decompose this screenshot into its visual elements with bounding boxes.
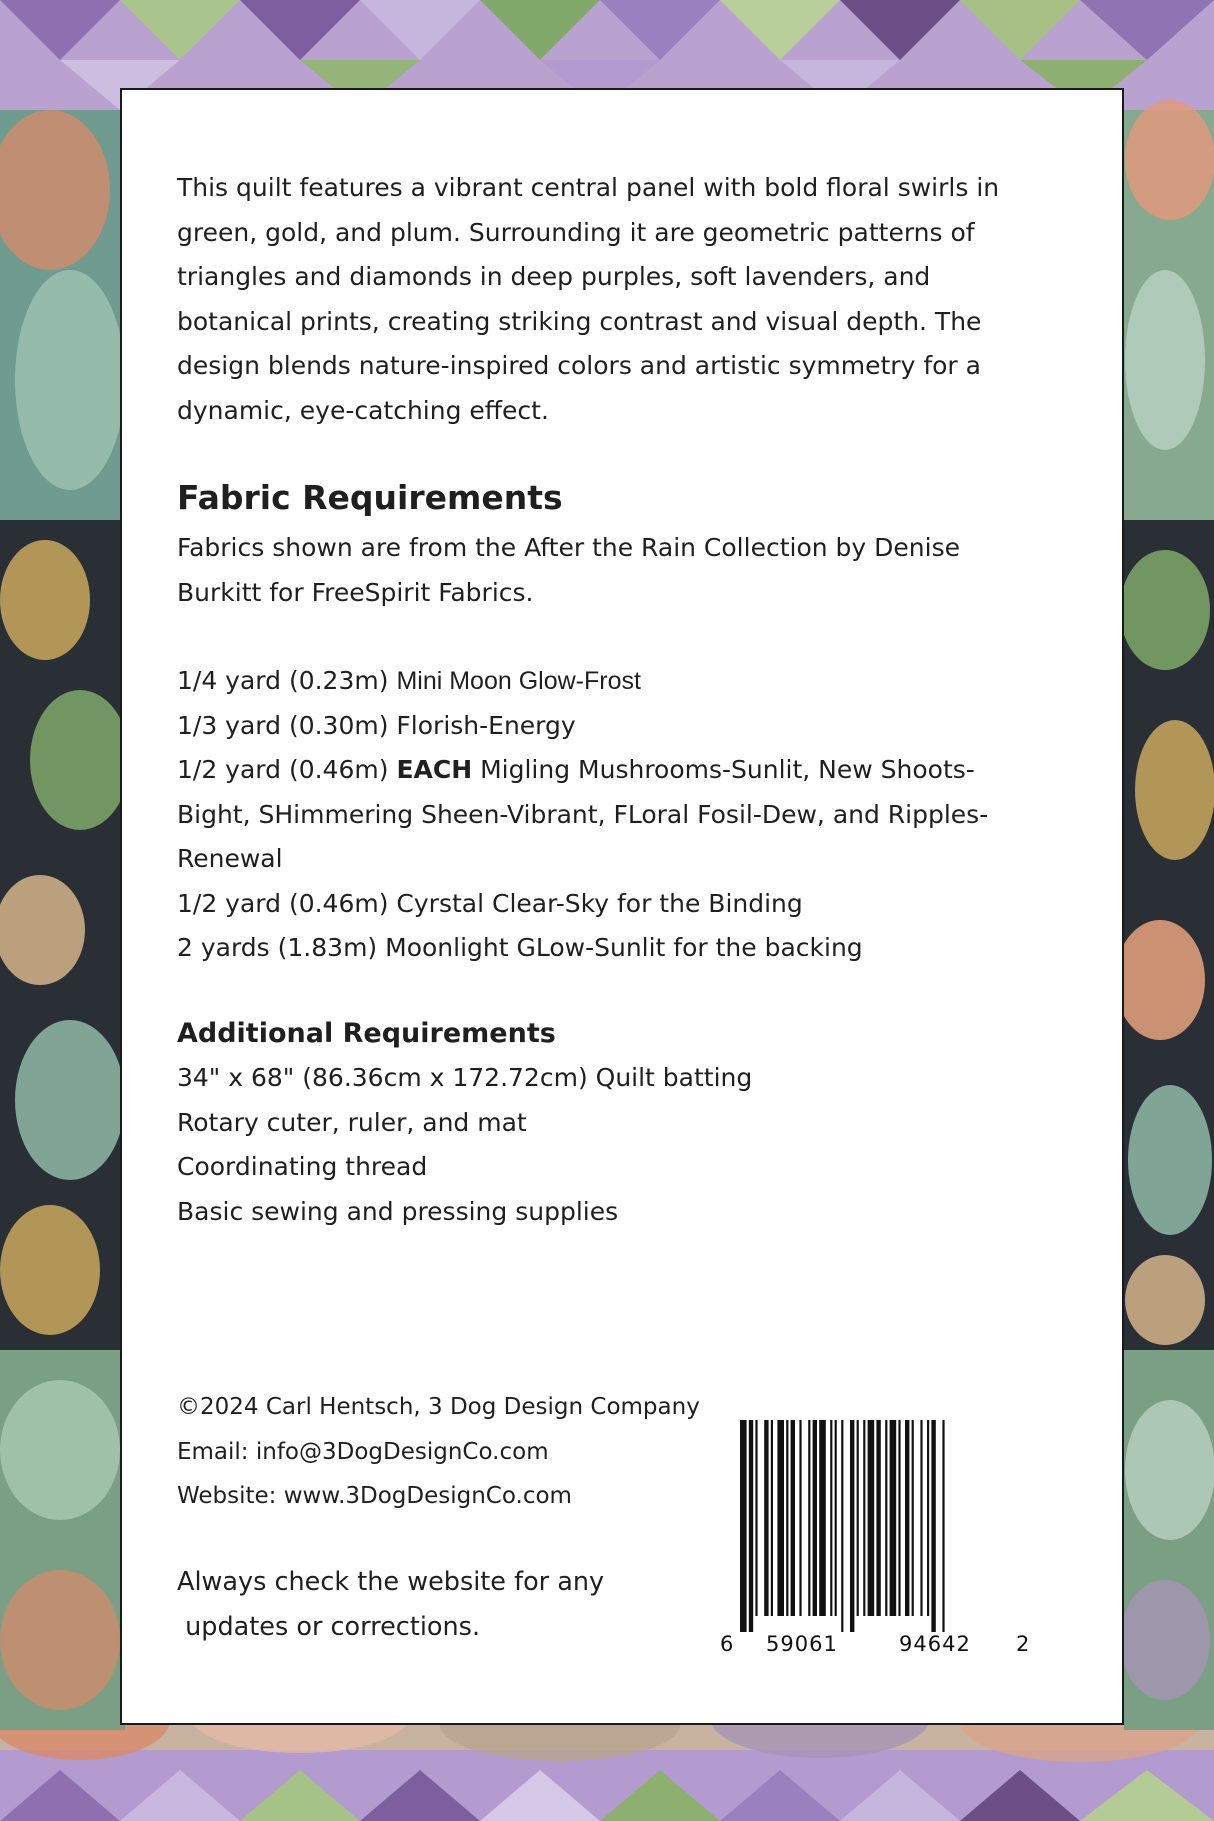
barcode-bar <box>749 1420 753 1632</box>
contact-footer <box>177 1385 737 1519</box>
each-label: EACH <box>396 755 473 784</box>
fabric-item: 1/2 yard (0.46m) EACH Migling Mushrooms-Sunlit, New Shoots-Bight, SHimmering Sheen-Vibrant, FLoral Fosil-Dew, and Ripples-Renewal <box>177 755 989 873</box>
barcode-bar <box>931 1420 935 1632</box>
barcode-first-digit: 6 <box>720 1632 735 1656</box>
barcode-bar <box>863 1420 865 1616</box>
barcode-bar <box>890 1420 897 1616</box>
barcode-bar <box>841 1420 843 1632</box>
barcode-bar <box>799 1420 801 1616</box>
additional-item: Rotary cuter, ruler, and mat <box>177 1107 527 1137</box>
barcode-bar <box>791 1420 795 1616</box>
barcode-bar <box>755 1420 757 1616</box>
barcode-bar <box>898 1420 900 1616</box>
fabric-requirements-section <box>177 470 1027 971</box>
additional-item: Basic sewing and pressing supplies <box>177 1196 619 1226</box>
barcode-bar <box>857 1420 859 1616</box>
update-note <box>177 1560 737 1649</box>
website-line[interactable]: Website: www.3DogDesignCo.com <box>177 1483 572 1509</box>
barcode-bar <box>920 1420 922 1616</box>
barcode-bar <box>927 1420 929 1616</box>
barcode-bar <box>813 1420 817 1616</box>
barcode-bar <box>876 1420 880 1616</box>
barcode-bar <box>740 1420 747 1632</box>
fabric-description: Fabrics shown are from the After the Rain Collection by Denise Burkitt for FreeSpirit Fabrics. <box>177 533 960 607</box>
additional-item: 34" x 68" (86.36cm x 172.72cm) Quilt batting <box>177 1063 753 1092</box>
barcode-bar <box>777 1420 784 1616</box>
barcode-bar <box>808 1420 810 1616</box>
barcode-bar <box>942 1420 944 1632</box>
barcode-bar <box>912 1420 914 1616</box>
email-line[interactable]: Email: info@3DogDesignCo.com <box>177 1438 549 1465</box>
barcode-bar <box>771 1420 773 1616</box>
barcode-right-group: 94642 <box>899 1632 971 1656</box>
additional-requirements-section <box>177 1012 1027 1234</box>
barcode-bars <box>716 1420 1032 1632</box>
fabric-item: 2 yards (1.83m) Moonlight GLow-Sunlit for the backing <box>177 933 863 962</box>
additional-item: Coordinating thread <box>177 1152 428 1181</box>
additional-requirements-heading: Additional Requirements <box>177 1018 556 1049</box>
barcode-bar <box>835 1420 837 1616</box>
fabric-item: 1/4 yard (0.23m) Mini Moon Glow-Frost <box>177 666 641 695</box>
right-column <box>1115 100 1214 1730</box>
barcode-bar <box>850 1420 854 1632</box>
additional-list <box>177 1056 1027 1234</box>
barcode-left-group: 59061 <box>766 1632 838 1656</box>
copyright: ©2024 Carl Hentsch, 3 Dog Design Company <box>177 1394 700 1420</box>
barcode-bar <box>830 1420 832 1616</box>
barcode-check-digit: 2 <box>1016 1632 1031 1656</box>
note-line-1: Always check the website for any <box>177 1567 605 1597</box>
barcode-bar <box>905 1420 909 1616</box>
fabric-item: 1/2 yard (0.46m) Cyrstal Clear-Sky for the Binding <box>177 888 803 918</box>
barcode-bar <box>819 1420 826 1616</box>
fabric-name: Mini Moon Glow-Frost <box>396 667 641 695</box>
barcode-bar <box>786 1420 788 1616</box>
barcode-bar <box>868 1420 875 1616</box>
upc-barcode <box>716 1420 1032 1670</box>
barcode-bar <box>885 1420 887 1616</box>
intro-paragraph: This quilt features a vibrant central panel with bold floral swirls in green, gold, and plum. Surrounding it are geometric patterns of triangles and diamonds in deep purples, soft lavenders, and botanical prints, creating striking contrast and visual depth. The design blends nature-inspired colors and artistic symmetry for a dynamic, eye-catching effect. <box>177 173 1000 425</box>
fabric-list <box>177 659 1027 971</box>
fabric-requirements-heading: Fabric Requirements <box>177 478 563 517</box>
left-column <box>0 110 130 1730</box>
barcode-bar <box>764 1420 768 1616</box>
fabric-item: 1/3 yard (0.30m) Florish-Energy <box>177 710 576 740</box>
note-line-2: updates or corrections. <box>177 1611 481 1642</box>
